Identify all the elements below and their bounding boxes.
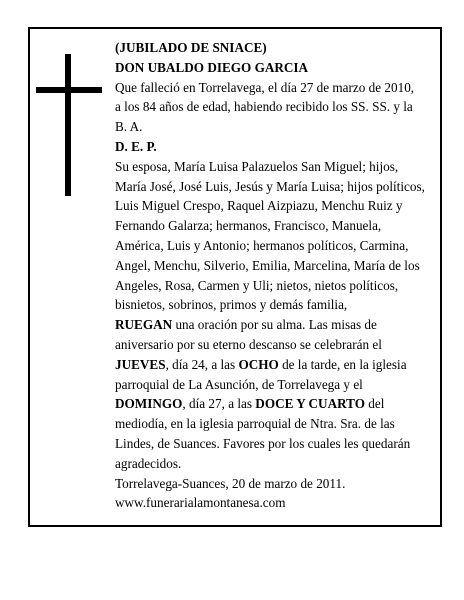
doce-text: del mediodía, en la iglesia parroquial de Ntra. Sra. de las Lindes, de Suances. Favores por los cuales les quedarán agradecidos.	[115, 396, 411, 471]
mass-paragraph	[115, 315, 427, 473]
cross-horizontal-bar	[36, 87, 102, 93]
doce-word: DOCE Y CUARTO	[255, 396, 365, 412]
family-paragraph: Su esposa, María Luisa Palazuelos San Miguel; hijos, María José, José Luis, Jesús y María Luisa; hijos políticos, Luis Miguel Crespo, Raquel Aizpiazu, Menchu Ruiz y Fernando Galarza; hermanos, Francisco, Manuela, América, Luis y Antonio; hermanos políticos, Carmina, Angel, Menchu, Silverio, Emilia, Marcelina, María de los Angeles, Rosa, Carmen y Uli; nietos, nietos políticos, bisnietos, sobrinos, primos y demás familia,	[115, 158, 425, 313]
obituary-text	[115, 38, 427, 513]
place-date: Torrelavega-Suances, 20 de marzo de 2011.	[115, 475, 346, 491]
jueves-text: , día 24, a las	[165, 356, 239, 372]
deceased-name: DON UBALDO DIEGO GARCIA	[115, 59, 309, 75]
dep-line: D. E. P.	[115, 138, 157, 154]
website-link[interactable]: www.funerarialamontanesa.com	[115, 495, 286, 511]
ocho-text: de la tarde, en la iglesia parroquial de La Asunción, de Torrelavega y el	[115, 356, 407, 392]
cross-vertical-bar	[65, 54, 71, 196]
affiliation: (JUBILADO DE SNIACE)	[115, 40, 267, 55]
cross-icon	[36, 54, 102, 196]
domingo-word: DOMINGO	[115, 396, 183, 412]
prayer-text: una oración por su alma. Las misas de aniversario por su eterno descanso se celebrarán el	[115, 317, 382, 352]
death-line: Que falleció en Torrelavega, el día 27 de marzo de 2010,	[115, 79, 415, 95]
age-line: a los 84 años de edad, habiendo recibido los SS. SS. y la B. A.	[115, 99, 413, 135]
jueves-word: JUEVES	[115, 356, 166, 372]
ruegan-word: RUEGAN	[115, 317, 173, 333]
ocho-word: OCHO	[238, 356, 279, 372]
domingo-text: , día 27, a las	[182, 396, 256, 412]
